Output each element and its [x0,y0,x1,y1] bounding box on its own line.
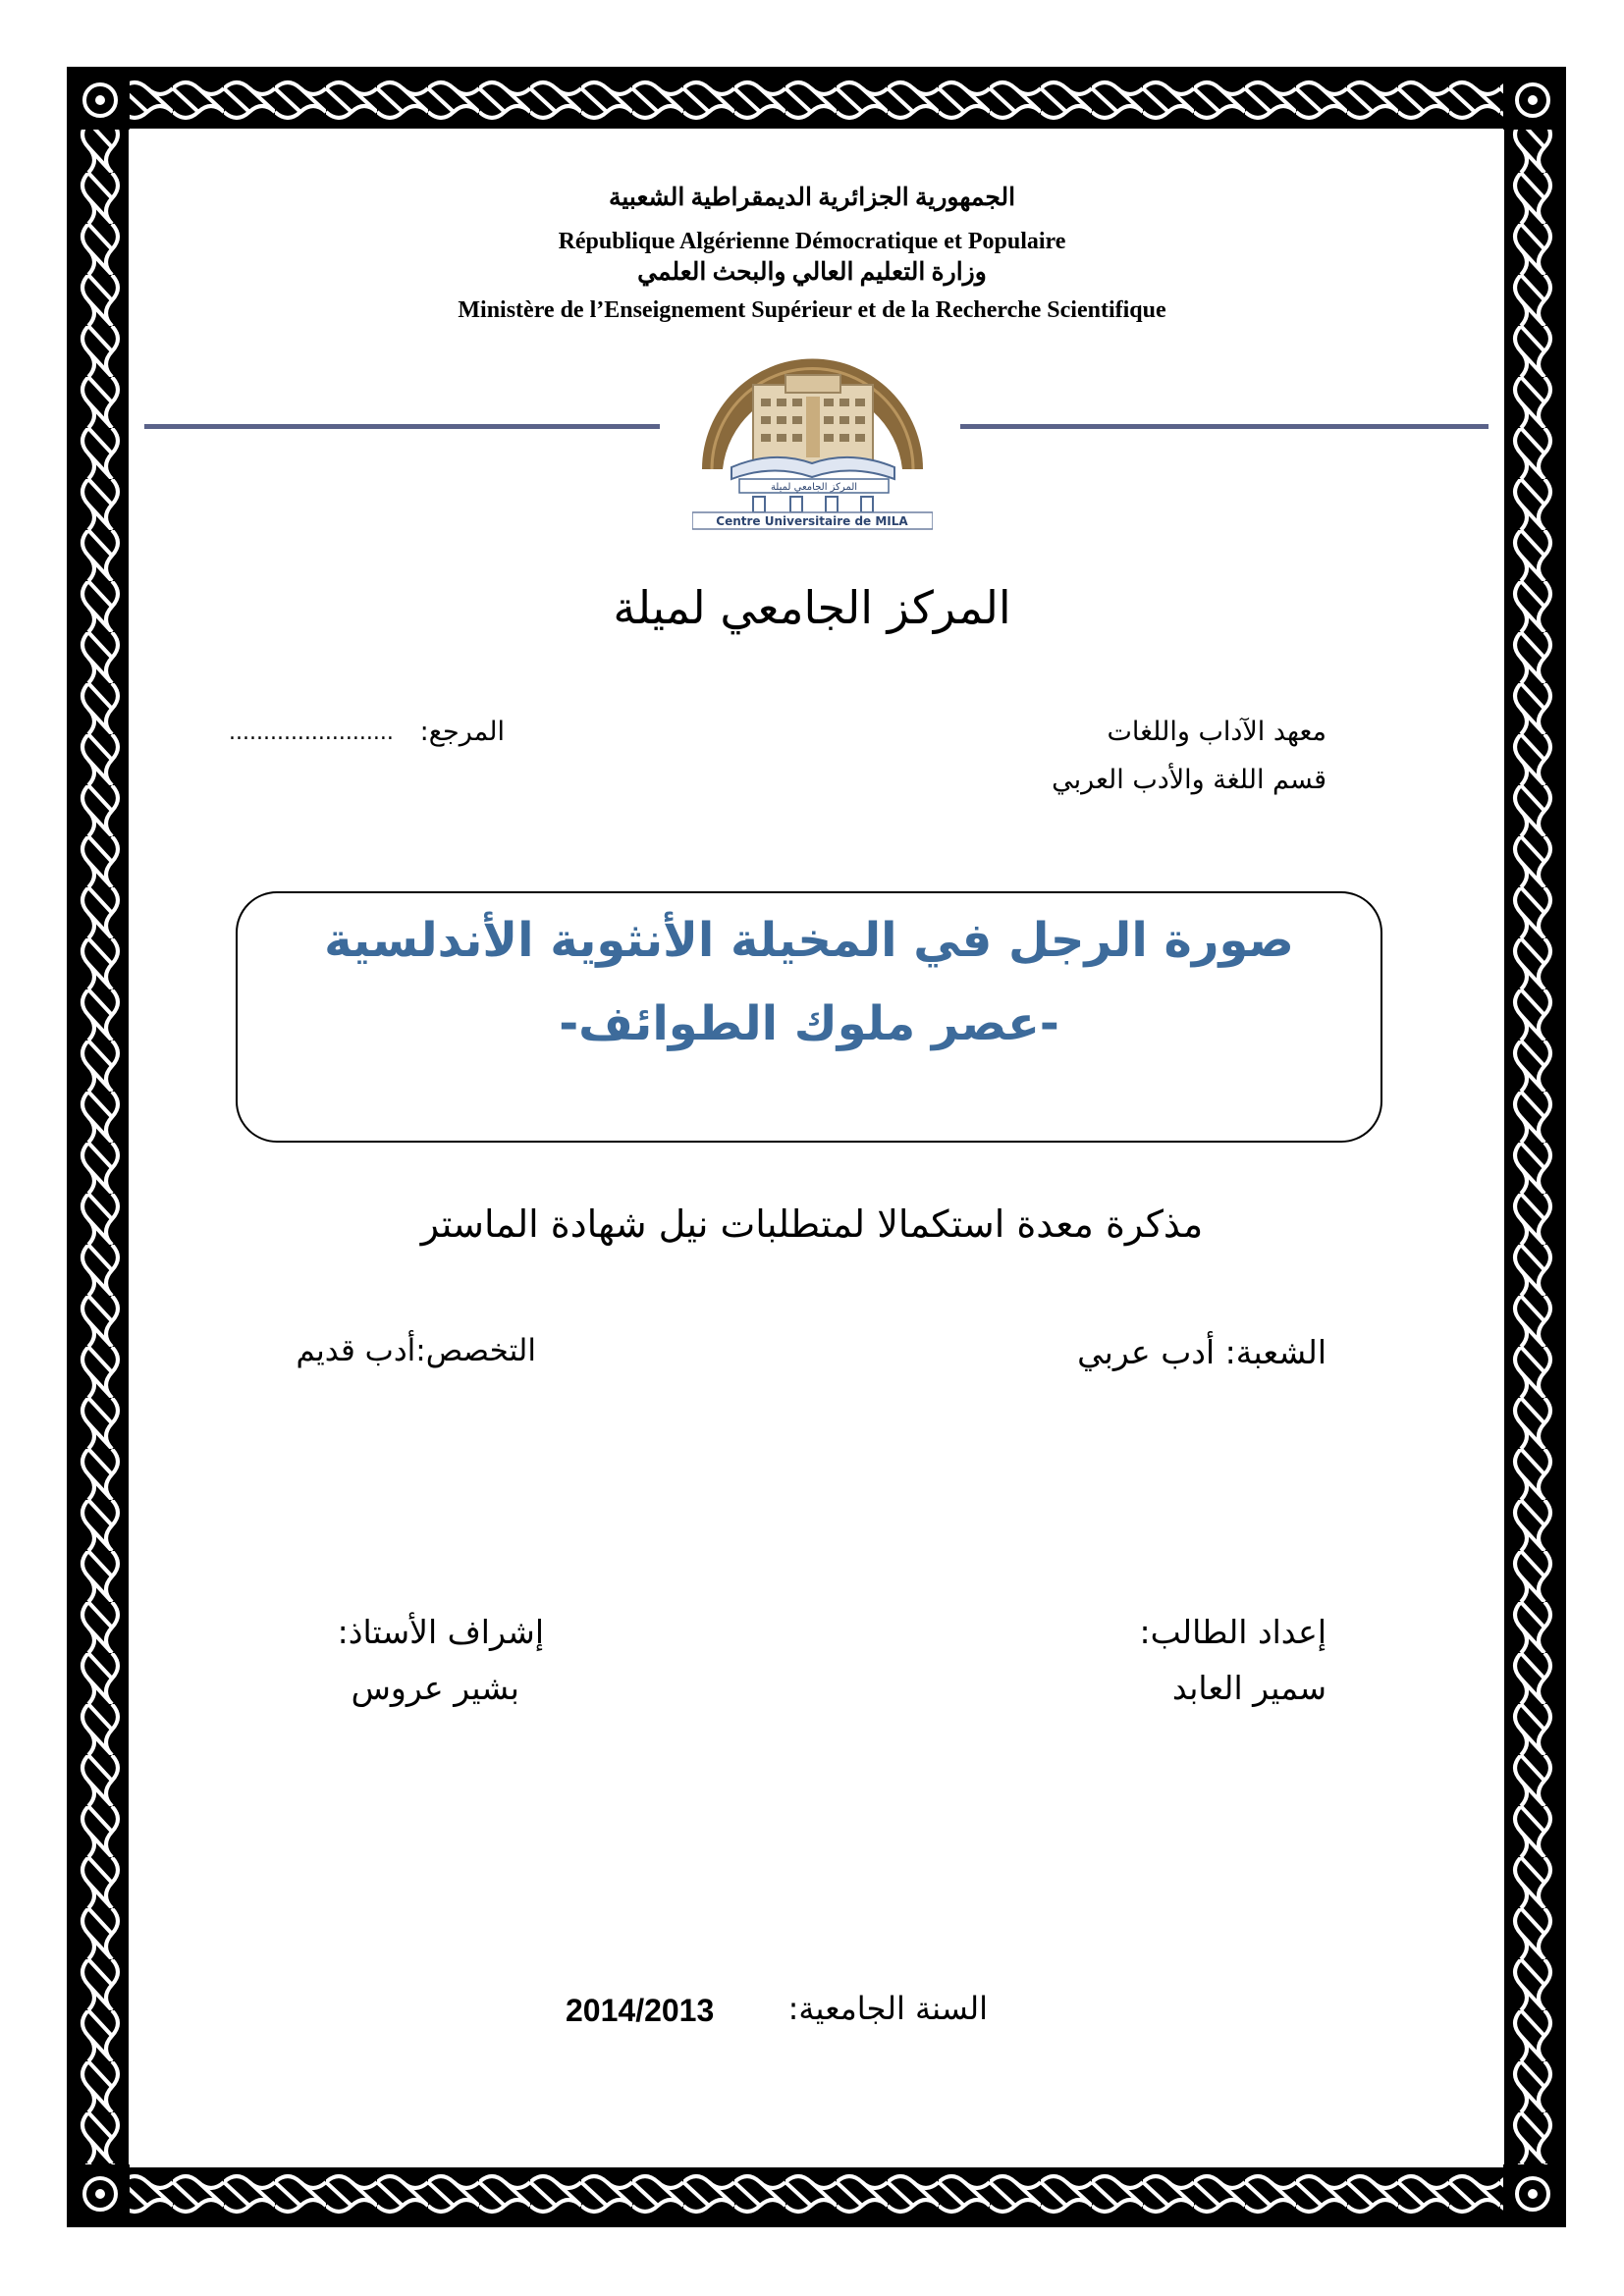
border-top-band [71,71,1562,130]
republic-french: République Algérienne Démocratique et Populaire [558,229,1066,254]
logo-arabic-caption: المركز الجامعي لميلة [770,482,858,493]
border-right-band [1503,71,1562,2223]
corner-ornament-bottom-right [1503,2164,1562,2223]
reference-value: ........................ [229,721,394,745]
border-bottom-band [71,2164,1562,2223]
header-rule-right [960,424,1489,429]
logo-caption: Centre Universitaire de MILA [716,514,908,528]
supervisor-label: إشراف الأستاذ: [337,1613,544,1651]
department-name: قسم اللغة والأدب العربي [1052,765,1326,795]
corner-ornament-top-right [1503,71,1562,130]
supervisor-name: بشير عروس [351,1669,519,1707]
specialty: التخصص:أدب قديم [296,1333,536,1368]
republic-arabic: الجمهورية الجزائرية الديمقراطية الشعبية [608,185,1016,211]
thesis-title-line1: صورة الرجل في المخيلة الأنثوية الأندلسية [324,913,1294,968]
university-logo [692,353,933,530]
student-label: إعداد الطالب: [1139,1613,1326,1651]
center-name: المركز الجامعي لميلة [613,581,1011,634]
institute-name: معهد الآداب واللغات [1107,717,1326,747]
academic-year-label: السنة الجامعية: [787,1990,988,2027]
branch: الشعبة: أدب عربي [1077,1333,1326,1371]
academic-year-value: 2014/2013 [566,1993,715,2028]
thesis-subtitle: مذكرة معدة استكمالا لمتطلبات نيل شهادة الماستر [420,1202,1204,1246]
header-rule-left [144,424,660,429]
border-left-band [71,71,130,2223]
reference-label: المرجع: [419,717,505,747]
corner-ornament-top-left [71,71,130,130]
ministry-arabic: وزارة التعليم العالي والبحث العلمي [637,259,987,286]
corner-ornament-bottom-left [71,2164,130,2223]
student-name: سمير العابد [1171,1669,1326,1707]
thesis-title-line2: -عصر ملوك الطوائف- [559,996,1059,1051]
ministry-french: Ministère de l’Enseignement Supérieur et de la Recherche Scientifique [458,297,1166,323]
